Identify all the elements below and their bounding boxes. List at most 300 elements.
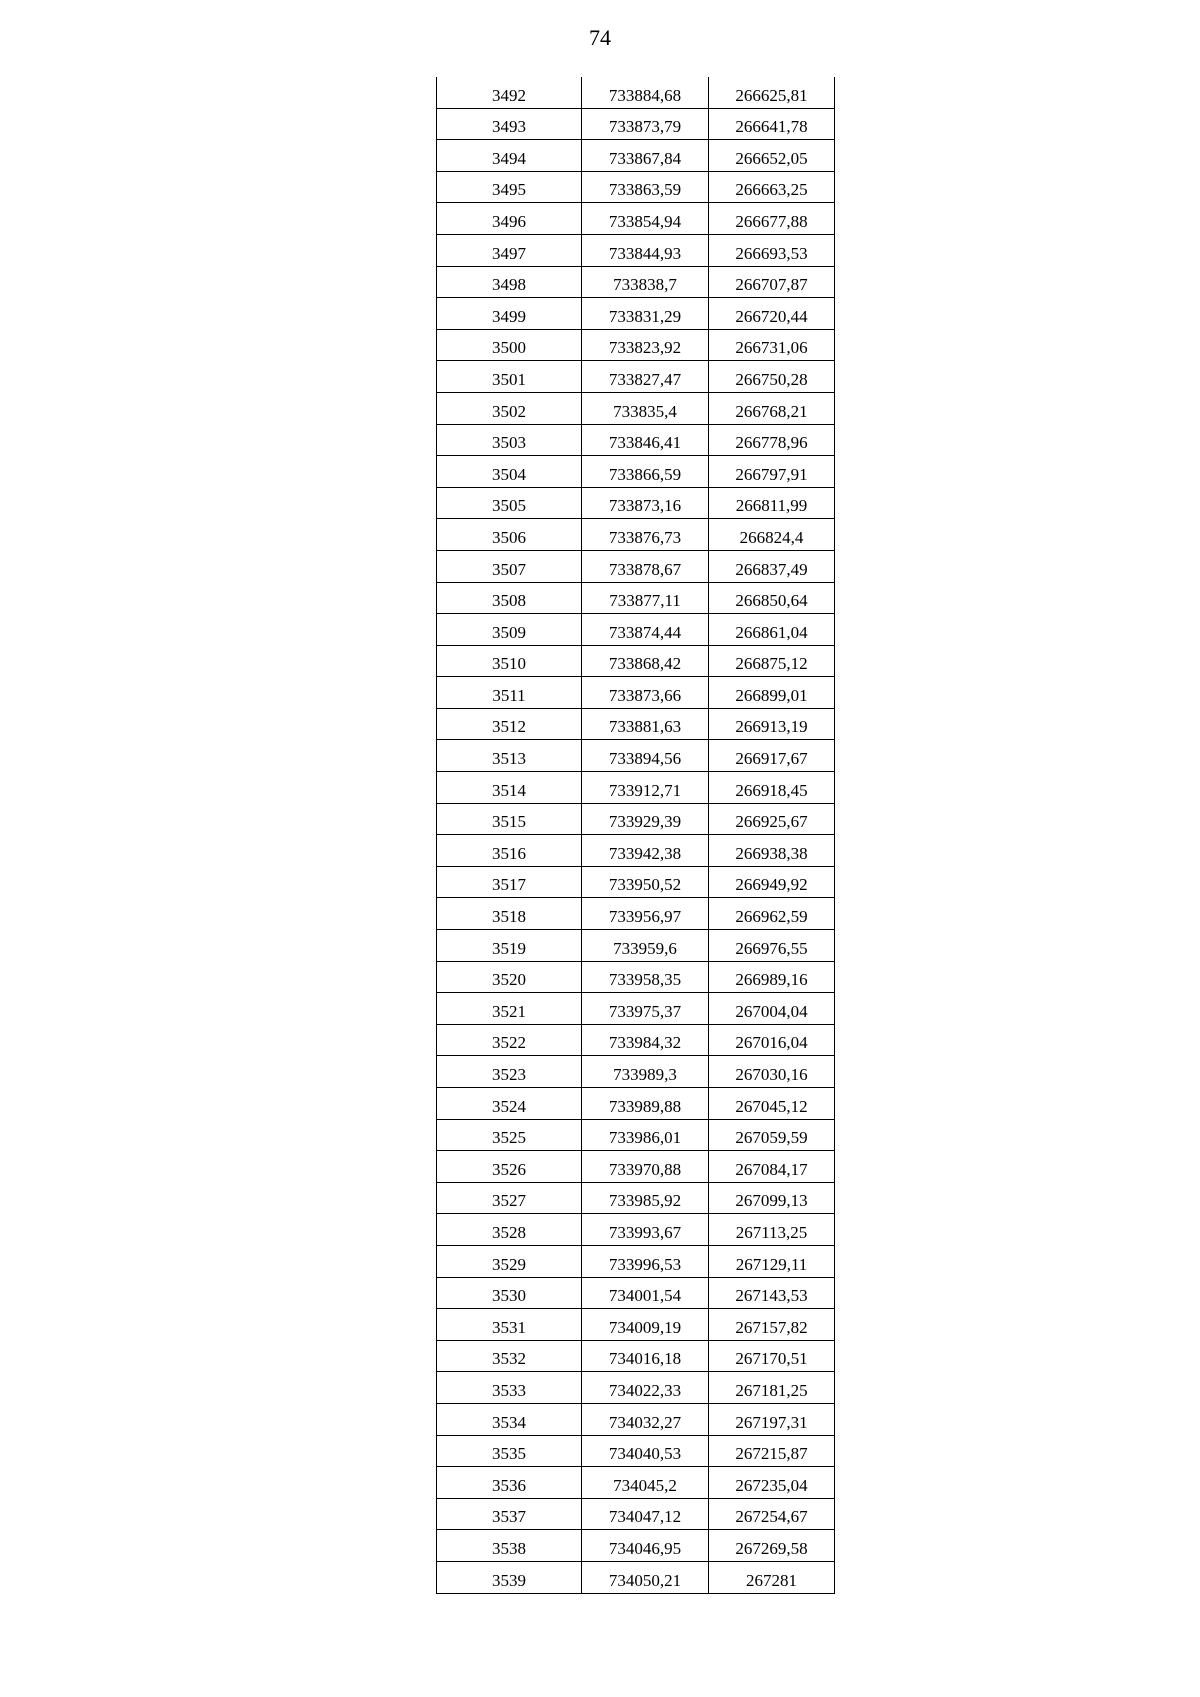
page-number: 74 bbox=[589, 25, 611, 50]
x-coordinate-value: 733844,93 bbox=[608, 243, 682, 263]
table-row bbox=[437, 835, 835, 867]
y-coordinate-value: 267099,13 bbox=[735, 1191, 808, 1211]
x-coordinate-value: 733835,4 bbox=[613, 401, 677, 421]
point-number-value: 3525 bbox=[492, 1128, 526, 1148]
y-coordinate-cell bbox=[709, 1277, 835, 1309]
x-coordinate-value: 733984,32 bbox=[608, 1033, 682, 1053]
table-row bbox=[437, 614, 835, 646]
y-coordinate-value: 266976,55 bbox=[735, 938, 808, 958]
table-row bbox=[437, 1088, 835, 1120]
y-coordinate-cell bbox=[709, 1372, 835, 1404]
point-number-value: 3524 bbox=[492, 1096, 526, 1116]
point-number-value: 3494 bbox=[492, 148, 526, 168]
x-coordinate-value: 733929,39 bbox=[608, 812, 682, 832]
y-coordinate-value: 267016,04 bbox=[735, 1033, 808, 1053]
table-row bbox=[437, 898, 835, 930]
point-number-cell bbox=[437, 930, 582, 962]
x-coordinate-value: 733956,97 bbox=[608, 907, 682, 927]
x-coordinate-cell bbox=[582, 234, 709, 266]
y-coordinate-cell bbox=[709, 1088, 835, 1120]
table-row bbox=[437, 108, 835, 140]
table-row bbox=[437, 77, 835, 108]
x-coordinate-cell bbox=[582, 140, 709, 172]
x-coordinate-cell bbox=[582, 329, 709, 361]
x-coordinate-value: 733950,52 bbox=[608, 875, 682, 895]
x-coordinate-cell bbox=[582, 1309, 709, 1341]
table-row bbox=[437, 519, 835, 551]
table-row bbox=[437, 1435, 835, 1467]
point-number-value: 3492 bbox=[492, 85, 526, 105]
y-coordinate-cell bbox=[709, 961, 835, 993]
point-number-value: 3518 bbox=[492, 907, 526, 927]
y-coordinate-cell bbox=[709, 1340, 835, 1372]
point-number-cell bbox=[437, 108, 582, 140]
point-number-cell bbox=[437, 614, 582, 646]
table-row bbox=[437, 803, 835, 835]
x-coordinate-cell bbox=[582, 456, 709, 488]
y-coordinate-value: 266837,49 bbox=[735, 559, 808, 579]
point-number-cell bbox=[437, 1182, 582, 1214]
point-number-cell bbox=[437, 392, 582, 424]
point-number-value: 3531 bbox=[492, 1317, 526, 1337]
table-row bbox=[437, 203, 835, 235]
x-coordinate-value: 733989,3 bbox=[613, 1065, 677, 1084]
table-row bbox=[437, 1024, 835, 1056]
x-coordinate-value: 733877,11 bbox=[609, 591, 681, 611]
point-number-cell bbox=[437, 171, 582, 203]
table-row bbox=[437, 1056, 835, 1088]
coordinates-table bbox=[436, 77, 835, 1594]
x-coordinate-value: 734040,53 bbox=[608, 1444, 682, 1464]
y-coordinate-value: 267004,04 bbox=[735, 1001, 808, 1021]
point-number-cell bbox=[437, 266, 582, 298]
point-number-value: 3528 bbox=[492, 1222, 526, 1242]
point-number-cell bbox=[437, 550, 582, 582]
y-coordinate-value: 266797,91 bbox=[735, 464, 808, 484]
point-number-cell bbox=[437, 677, 582, 709]
table-row bbox=[437, 1119, 835, 1151]
table-row bbox=[437, 266, 835, 298]
table-row bbox=[437, 582, 835, 614]
y-coordinate-value: 266925,67 bbox=[735, 812, 808, 832]
point-number-value: 3526 bbox=[492, 1159, 526, 1179]
point-number-value: 3538 bbox=[492, 1538, 526, 1558]
table-row bbox=[437, 392, 835, 424]
x-coordinate-cell bbox=[582, 487, 709, 519]
y-coordinate-cell bbox=[709, 1214, 835, 1246]
x-coordinate-value: 734046,95 bbox=[608, 1538, 682, 1558]
x-coordinate-cell bbox=[582, 1182, 709, 1214]
y-coordinate-cell bbox=[709, 866, 835, 898]
y-coordinate-cell bbox=[709, 1435, 835, 1467]
table-row bbox=[437, 961, 835, 993]
y-coordinate-cell bbox=[709, 1182, 835, 1214]
x-coordinate-cell bbox=[582, 930, 709, 962]
table-row bbox=[437, 361, 835, 393]
x-coordinate-value: 733996,53 bbox=[608, 1254, 682, 1274]
coordinates-table-body bbox=[437, 77, 835, 1593]
x-coordinate-cell bbox=[582, 298, 709, 330]
table-row bbox=[437, 993, 835, 1025]
point-number-cell bbox=[437, 1403, 582, 1435]
x-coordinate-cell bbox=[582, 740, 709, 772]
point-number-value: 3520 bbox=[492, 970, 526, 990]
x-coordinate-value: 734045,2 bbox=[613, 1475, 677, 1495]
x-coordinate-value: 733867,84 bbox=[608, 148, 682, 168]
y-coordinate-value: 266913,19 bbox=[735, 717, 808, 737]
point-number-value: 3532 bbox=[492, 1349, 526, 1369]
table-row bbox=[437, 1151, 835, 1183]
table-row bbox=[437, 1340, 835, 1372]
table-row bbox=[437, 298, 835, 330]
point-number-value: 3507 bbox=[492, 559, 526, 579]
x-coordinate-value: 734001,54 bbox=[608, 1286, 682, 1306]
point-number-value: 3496 bbox=[492, 211, 526, 231]
x-coordinate-cell bbox=[582, 519, 709, 551]
table-row bbox=[437, 772, 835, 804]
point-number-cell bbox=[437, 645, 582, 677]
point-number-cell bbox=[437, 424, 582, 456]
x-coordinate-value: 733986,01 bbox=[608, 1128, 682, 1148]
table-row bbox=[437, 1182, 835, 1214]
point-number-value: 3513 bbox=[492, 749, 526, 769]
x-coordinate-cell bbox=[582, 1435, 709, 1467]
table-row bbox=[437, 1214, 835, 1246]
point-number-value: 3501 bbox=[492, 369, 526, 389]
y-coordinate-value: 266625,81 bbox=[735, 85, 808, 105]
point-number-value: 3519 bbox=[492, 938, 526, 958]
x-coordinate-cell bbox=[582, 582, 709, 614]
y-coordinate-value: 266917,67 bbox=[735, 749, 808, 769]
y-coordinate-cell bbox=[709, 582, 835, 614]
point-number-cell bbox=[437, 835, 582, 867]
y-coordinate-value: 267281 bbox=[746, 1570, 797, 1590]
point-number-cell bbox=[437, 1245, 582, 1277]
x-coordinate-value: 733970,88 bbox=[608, 1159, 682, 1179]
x-coordinate-value: 733881,63 bbox=[608, 717, 682, 737]
x-coordinate-value: 733874,44 bbox=[608, 622, 682, 642]
x-coordinate-cell bbox=[582, 1214, 709, 1246]
x-coordinate-value: 734050,21 bbox=[608, 1570, 682, 1590]
y-coordinate-cell bbox=[709, 1309, 835, 1341]
y-coordinate-cell bbox=[709, 424, 835, 456]
y-coordinate-value: 266824,4 bbox=[739, 527, 804, 547]
x-coordinate-value: 733985,92 bbox=[608, 1191, 682, 1211]
x-coordinate-value: 733958,35 bbox=[608, 970, 682, 990]
y-coordinate-cell bbox=[709, 1561, 835, 1593]
point-number-value: 3497 bbox=[492, 243, 526, 263]
x-coordinate-cell bbox=[582, 1372, 709, 1404]
x-coordinate-value: 733942,38 bbox=[608, 843, 682, 863]
x-coordinate-value: 733866,59 bbox=[608, 464, 682, 484]
x-coordinate-cell bbox=[582, 108, 709, 140]
x-coordinate-value: 733854,94 bbox=[608, 211, 682, 231]
y-coordinate-value: 267084,17 bbox=[735, 1159, 808, 1179]
x-coordinate-cell bbox=[582, 835, 709, 867]
y-coordinate-cell bbox=[709, 140, 835, 172]
point-number-value: 3530 bbox=[492, 1286, 526, 1306]
table-row bbox=[437, 140, 835, 172]
x-coordinate-value: 733823,92 bbox=[608, 338, 682, 358]
y-coordinate-cell bbox=[709, 993, 835, 1025]
point-number-cell bbox=[437, 203, 582, 235]
point-number-value: 3516 bbox=[492, 843, 526, 863]
point-number-value: 3510 bbox=[492, 654, 526, 674]
point-number-value: 3504 bbox=[492, 464, 526, 484]
y-coordinate-cell bbox=[709, 1498, 835, 1530]
x-coordinate-cell bbox=[582, 1467, 709, 1499]
point-number-value: 3534 bbox=[492, 1412, 526, 1432]
point-number-value: 3502 bbox=[492, 401, 526, 421]
y-coordinate-value: 267170,51 bbox=[735, 1349, 808, 1369]
point-number-value: 3537 bbox=[492, 1507, 526, 1527]
x-coordinate-cell bbox=[582, 866, 709, 898]
y-coordinate-value: 267215,87 bbox=[735, 1444, 808, 1464]
y-coordinate-value: 267059,59 bbox=[735, 1128, 808, 1148]
x-coordinate-cell bbox=[582, 1561, 709, 1593]
point-number-cell bbox=[437, 803, 582, 835]
y-coordinate-value: 267129,11 bbox=[735, 1254, 808, 1274]
y-coordinate-value: 266938,38 bbox=[735, 843, 808, 863]
table-row bbox=[437, 1467, 835, 1499]
x-coordinate-cell bbox=[582, 550, 709, 582]
point-number-value: 3529 bbox=[492, 1254, 526, 1274]
y-coordinate-cell bbox=[709, 1151, 835, 1183]
y-coordinate-cell bbox=[709, 614, 835, 646]
point-number-value: 3535 bbox=[492, 1444, 526, 1464]
point-number-value: 3517 bbox=[492, 875, 526, 895]
x-coordinate-value: 733873,79 bbox=[608, 117, 682, 137]
y-coordinate-value: 267181,25 bbox=[735, 1380, 808, 1400]
y-coordinate-cell bbox=[709, 1024, 835, 1056]
x-coordinate-value: 733868,42 bbox=[608, 654, 682, 674]
y-coordinate-value: 266663,25 bbox=[735, 180, 808, 200]
y-coordinate-value: 267113,25 bbox=[735, 1222, 808, 1242]
table-row bbox=[437, 866, 835, 898]
point-number-cell bbox=[437, 898, 582, 930]
x-coordinate-cell bbox=[582, 1245, 709, 1277]
y-coordinate-cell bbox=[709, 298, 835, 330]
point-number-cell bbox=[437, 1056, 582, 1088]
y-coordinate-value: 266875,12 bbox=[735, 654, 808, 674]
table-row bbox=[437, 1561, 835, 1593]
point-number-value: 3527 bbox=[492, 1191, 526, 1211]
point-number-value: 3503 bbox=[492, 433, 526, 453]
point-number-cell bbox=[437, 519, 582, 551]
point-number-cell bbox=[437, 456, 582, 488]
x-coordinate-cell bbox=[582, 1151, 709, 1183]
x-coordinate-cell bbox=[582, 1088, 709, 1120]
table-row bbox=[437, 1372, 835, 1404]
point-number-value: 3500 bbox=[492, 338, 526, 358]
table-row bbox=[437, 708, 835, 740]
y-coordinate-value: 267269,58 bbox=[735, 1538, 808, 1558]
x-coordinate-value: 733884,68 bbox=[608, 85, 682, 105]
x-coordinate-value: 734009,19 bbox=[608, 1317, 682, 1337]
y-coordinate-cell bbox=[709, 329, 835, 361]
table-row bbox=[437, 1530, 835, 1562]
table-row bbox=[437, 1403, 835, 1435]
point-number-value: 3536 bbox=[492, 1475, 526, 1495]
point-number-value: 3499 bbox=[492, 306, 526, 326]
y-coordinate-cell bbox=[709, 234, 835, 266]
x-coordinate-cell bbox=[582, 1277, 709, 1309]
y-coordinate-cell bbox=[709, 677, 835, 709]
x-coordinate-cell bbox=[582, 961, 709, 993]
y-coordinate-value: 266707,87 bbox=[735, 275, 808, 295]
y-coordinate-value: 266989,16 bbox=[735, 970, 808, 990]
point-number-cell bbox=[437, 1309, 582, 1341]
x-coordinate-cell bbox=[582, 772, 709, 804]
point-number-cell bbox=[437, 1372, 582, 1404]
y-coordinate-cell bbox=[709, 361, 835, 393]
table-row bbox=[437, 645, 835, 677]
x-coordinate-cell bbox=[582, 1403, 709, 1435]
x-coordinate-cell bbox=[582, 1024, 709, 1056]
y-coordinate-cell bbox=[709, 392, 835, 424]
x-coordinate-value: 733863,59 bbox=[608, 180, 682, 200]
y-coordinate-cell bbox=[709, 519, 835, 551]
x-coordinate-cell bbox=[582, 898, 709, 930]
point-number-cell bbox=[437, 298, 582, 330]
point-number-value: 3506 bbox=[492, 527, 526, 547]
x-coordinate-cell bbox=[582, 392, 709, 424]
y-coordinate-cell bbox=[709, 930, 835, 962]
y-coordinate-value: 266693,53 bbox=[735, 243, 808, 263]
x-coordinate-value: 734047,12 bbox=[608, 1507, 682, 1527]
x-coordinate-cell bbox=[582, 803, 709, 835]
x-coordinate-value: 733876,73 bbox=[608, 527, 682, 547]
y-coordinate-cell bbox=[709, 772, 835, 804]
y-coordinate-cell bbox=[709, 550, 835, 582]
point-number-cell bbox=[437, 1088, 582, 1120]
y-coordinate-value: 267030,16 bbox=[735, 1065, 808, 1084]
y-coordinate-value: 267143,53 bbox=[735, 1286, 808, 1306]
x-coordinate-value: 734022,33 bbox=[608, 1380, 682, 1400]
point-number-cell bbox=[437, 1498, 582, 1530]
y-coordinate-value: 267235,04 bbox=[735, 1475, 808, 1495]
point-number-value: 3515 bbox=[492, 812, 526, 832]
point-number-value: 3509 bbox=[492, 622, 526, 642]
x-coordinate-value: 733873,66 bbox=[608, 685, 682, 705]
table-row bbox=[437, 1277, 835, 1309]
y-coordinate-cell bbox=[709, 835, 835, 867]
y-coordinate-cell bbox=[709, 108, 835, 140]
point-number-cell bbox=[437, 140, 582, 172]
x-coordinate-value: 733989,88 bbox=[608, 1096, 682, 1116]
point-number-cell bbox=[437, 329, 582, 361]
y-coordinate-value: 266861,04 bbox=[735, 622, 808, 642]
y-coordinate-cell bbox=[709, 456, 835, 488]
y-coordinate-value: 266850,64 bbox=[735, 591, 808, 611]
x-coordinate-value: 734032,27 bbox=[608, 1412, 682, 1432]
y-coordinate-value: 266750,28 bbox=[735, 369, 808, 389]
point-number-value: 3508 bbox=[492, 591, 526, 611]
point-number-value: 3495 bbox=[492, 180, 526, 200]
table-row bbox=[437, 456, 835, 488]
y-coordinate-cell bbox=[709, 645, 835, 677]
x-coordinate-cell bbox=[582, 614, 709, 646]
point-number-cell bbox=[437, 1119, 582, 1151]
y-coordinate-value: 266962,59 bbox=[735, 907, 808, 927]
point-number-cell bbox=[437, 1530, 582, 1562]
table-row bbox=[437, 1245, 835, 1277]
y-coordinate-cell bbox=[709, 708, 835, 740]
table-row bbox=[437, 740, 835, 772]
point-number-value: 3521 bbox=[492, 1001, 526, 1021]
y-coordinate-cell bbox=[709, 1245, 835, 1277]
x-coordinate-cell bbox=[582, 645, 709, 677]
table-row bbox=[437, 171, 835, 203]
x-coordinate-cell bbox=[582, 708, 709, 740]
point-number-value: 3498 bbox=[492, 275, 526, 295]
x-coordinate-cell bbox=[582, 1056, 709, 1088]
y-coordinate-cell bbox=[709, 1119, 835, 1151]
y-coordinate-cell bbox=[709, 1056, 835, 1088]
point-number-cell bbox=[437, 1024, 582, 1056]
y-coordinate-value: 267197,31 bbox=[735, 1412, 808, 1432]
point-number-value: 3511 bbox=[492, 685, 526, 705]
point-number-cell bbox=[437, 1214, 582, 1246]
y-coordinate-value: 266720,44 bbox=[735, 306, 808, 326]
point-number-cell bbox=[437, 487, 582, 519]
y-coordinate-cell bbox=[709, 740, 835, 772]
y-coordinate-cell bbox=[709, 171, 835, 203]
y-coordinate-value: 266677,88 bbox=[735, 211, 808, 231]
x-coordinate-cell bbox=[582, 77, 709, 108]
x-coordinate-cell bbox=[582, 171, 709, 203]
table-row bbox=[437, 424, 835, 456]
y-coordinate-cell bbox=[709, 266, 835, 298]
point-number-cell bbox=[437, 77, 582, 108]
y-coordinate-value: 266811,99 bbox=[735, 496, 808, 516]
table-row bbox=[437, 1309, 835, 1341]
x-coordinate-cell bbox=[582, 361, 709, 393]
point-number-value: 3539 bbox=[492, 1570, 526, 1590]
point-number-cell bbox=[437, 772, 582, 804]
point-number-cell bbox=[437, 234, 582, 266]
x-coordinate-cell bbox=[582, 1119, 709, 1151]
table-row bbox=[437, 1498, 835, 1530]
y-coordinate-value: 266949,92 bbox=[735, 875, 808, 895]
y-coordinate-value: 266899,01 bbox=[735, 685, 808, 705]
x-coordinate-cell bbox=[582, 203, 709, 235]
table-row bbox=[437, 677, 835, 709]
point-number-cell bbox=[437, 1435, 582, 1467]
point-number-value: 3523 bbox=[492, 1065, 526, 1084]
y-coordinate-value: 266731,06 bbox=[735, 338, 808, 358]
point-number-value: 3533 bbox=[492, 1380, 526, 1400]
x-coordinate-value: 733873,16 bbox=[608, 496, 682, 516]
x-coordinate-value: 734016,18 bbox=[608, 1349, 682, 1369]
y-coordinate-value: 266778,96 bbox=[735, 433, 808, 453]
table-row bbox=[437, 329, 835, 361]
point-number-cell bbox=[437, 1340, 582, 1372]
x-coordinate-cell bbox=[582, 1498, 709, 1530]
y-coordinate-cell bbox=[709, 203, 835, 235]
table-row bbox=[437, 550, 835, 582]
y-coordinate-value: 267045,12 bbox=[735, 1096, 808, 1116]
x-coordinate-value: 733878,67 bbox=[608, 559, 682, 579]
point-number-value: 3505 bbox=[492, 496, 526, 516]
y-coordinate-cell bbox=[709, 487, 835, 519]
point-number-cell bbox=[437, 1467, 582, 1499]
x-coordinate-value: 733993,67 bbox=[608, 1222, 682, 1242]
x-coordinate-cell bbox=[582, 677, 709, 709]
y-coordinate-value: 267157,82 bbox=[735, 1317, 808, 1337]
x-coordinate-value: 733831,29 bbox=[608, 306, 682, 326]
y-coordinate-value: 266641,78 bbox=[735, 117, 808, 137]
